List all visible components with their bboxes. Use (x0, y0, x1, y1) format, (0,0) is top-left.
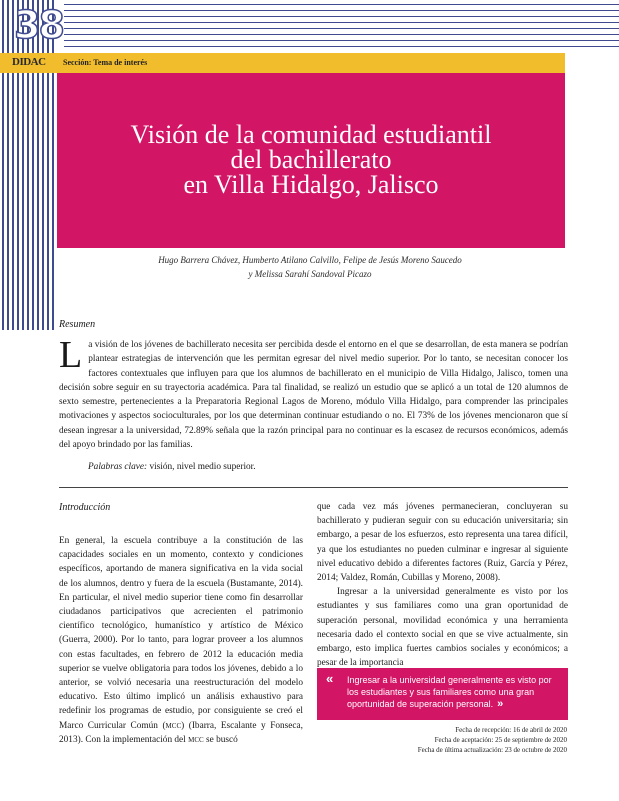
abstract-text: a visión de los jóvenes de bachillerato necesita ser percibida desde el entorno en el que se desarrollan, de esta manera se podrían plantear estrategias de intervención que les permitan egresar del nivel medio superior. Por lo tanto, se necesitan conocer los factores contextuales que influyen para que los alumnos de bachillerato en el municipio de Villa Hidalgo, Jalisco, tomen una decisión sobre seguir en su trayectoria académica. Para tal finalidad, se realizó un estudio que se aplicó a un total de 120 alumnos de sexto semestre, pertenecientes a la Preparatoria Regional Lagos de Moreno, módulo Villa Hidalgo, para comprender las principales motivaciones y aspectos socioculturales, por los que determinan continuar estudiando o no. El 73% de los jóvenes mencionaron que sí desean ingresar a la universidad, 72.89% señala que la razón principal para no continuar es la escasez de recursos económicos, además del apoyo brindado por las familias. (59, 340, 568, 451)
decorative-stripes (0, 0, 62, 330)
abstract-body (59, 334, 568, 452)
date-updated: Fecha de última actualización: 23 de octubre de 2020 (417, 745, 567, 754)
intro-heading: Introducción (59, 502, 111, 513)
intro-paragraph: que cada vez más jóvenes permanecieran, concluyeran su bachillerato y pudieran seguir con su educación universitaria; sin embargo, a pesar de los esfuerzos, esto representa una tarea difícil, ya que los estudiantes no pueden culminar e ingresar al siguiente nivel educativo debido a diferentes factores (Ruiz, García y Pérez, 2014; Valdez, Román, Cubillas y Moreno, 2008). (317, 502, 568, 584)
pull-quote-text: Ingresar a la universidad generalmente es visto por los estudiantes y sus familiares como una gran oportunidad de superación personal. (347, 675, 552, 710)
article-title (57, 122, 565, 197)
keywords-text: visión, nivel medio superior. (149, 462, 256, 472)
drop-cap: L (59, 334, 83, 376)
publication-dates (418, 726, 567, 755)
keywords-label: Palabras clave: (88, 462, 148, 472)
intro-paragraph: En general, la escuela contribuye a la constitución de las capacidades sociales en un momento, contexto y condiciones específicos, aportando de manera significativa en la vida social de los alumnos, dentro y fuera de la escuela (Bustamante, 2014). En particular, el nivel medio superior tiene como fin desarrollar ciudadanos participativos que acrecienten el patrimonio científico tecnológico, humanístico y artístico de México (Guerra, 2000). Por lo tanto, para lograr proveer a los alumnos con estas facultades, en febrero de 2012 la educación media superior se vuelve obligatoria para todos los jóvenes, debido a lo anterior, se volvió necesaria una reestructuración del modelo educativo. Esto último implicó un análisis exhaustivo para redefinir los programas de estudio, por consiguiente se creó el Marco Curricular Común (mcc) (Ibarra, Escalante y Fonseca, 2013). Con la implementación del mcc se buscó (59, 536, 303, 745)
abstract-heading: Resumen (59, 319, 96, 330)
issue-number: 38 (14, 3, 63, 47)
date-received: Fecha de recepción: 16 de abril de 2020 (455, 726, 567, 734)
title-line: Visión de la comunidad estudiantil (130, 120, 492, 149)
decorative-lines (64, 0, 619, 52)
left-column (59, 500, 303, 747)
quote-open-icon: « (326, 671, 334, 686)
title-line: del bachillerato (230, 145, 392, 174)
intro-paragraph: Ingresar a la universidad generalmente es visto por los estudiantes y sus familiares como una gran oportunidad de superación personal, movilidad económica y una herramienta necesaria dado el contexto social en que se vive actualmente, sin embargo, esto implica fuertes cambios sociales y económicos; a pesar de la importancia (317, 587, 568, 669)
authors-line: Hugo Barrera Chávez, Humberto Atilano Calvillo, Felipe de Jesús Moreno Saucedo (158, 255, 462, 265)
authors (100, 253, 520, 281)
keywords (88, 462, 256, 472)
quote-close-icon: » (497, 698, 504, 711)
journal-logo: DIDAC (12, 56, 46, 68)
date-accepted: Fecha de aceptación: 25 de septiembre de 2020 (434, 735, 567, 744)
section-divider (59, 487, 568, 488)
title-line: en Villa Hidalgo, Jalisco (183, 170, 439, 199)
section-label: Sección: Tema de interés (63, 58, 148, 67)
authors-line: y Melissa Sarahí Sandoval Picazo (248, 269, 372, 279)
pull-quote (317, 668, 568, 720)
right-column (317, 500, 568, 670)
